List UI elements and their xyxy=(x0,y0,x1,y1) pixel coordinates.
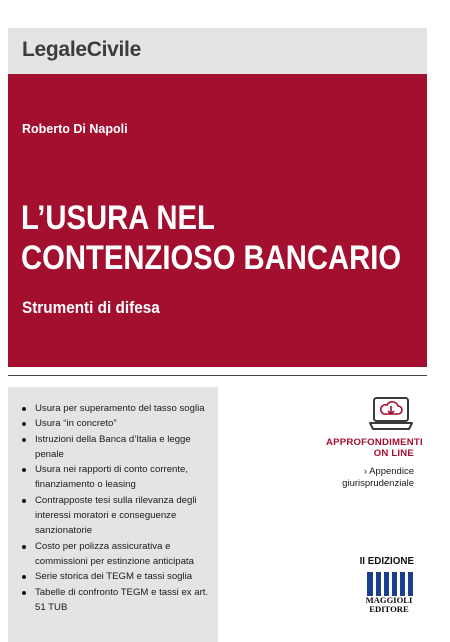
topic-item: Usura per superamento del tasso soglia xyxy=(20,401,212,416)
topics-list xyxy=(8,387,218,615)
topic-item: Istruzioni della Banca d’Italia e legge penale xyxy=(20,432,212,463)
online-resources-title xyxy=(326,437,423,459)
topic-item: Costo per polizza assicurativa e commissioni per estinzione anticipata xyxy=(20,539,212,570)
online-sub-line-2: giurisprudenziale xyxy=(342,478,414,489)
topic-item: Serie storica dei TEGM e tassi soglia xyxy=(20,569,212,584)
online-resources-subtitle xyxy=(300,466,414,490)
series-name: LegaleCivile xyxy=(22,38,141,61)
online-sub-line-1: › Appendice xyxy=(363,466,414,477)
topic-item: Usura nei rapporti di conto corrente, finanziamento o leasing xyxy=(20,462,212,493)
book-title-line-1: L’USURA NEL xyxy=(21,199,215,237)
book-subtitle: Strumenti di difesa xyxy=(22,298,160,317)
divider-rule xyxy=(8,375,427,376)
publisher-line-2: EDITORE xyxy=(369,604,409,614)
publisher-line-1: MAGGIOLI xyxy=(365,595,413,605)
series-band xyxy=(8,28,427,74)
book-title-line-2: CONTENZIOSO BANCARIO xyxy=(21,239,402,277)
topics-box xyxy=(8,387,218,642)
author-name: Roberto Di Napoli xyxy=(22,122,128,136)
edition-label: II EDIZIONE xyxy=(359,556,414,567)
topic-item: Contrapposte tesi sulla rilevanza degli interessi moratori e conseguenze sanzionatorie xyxy=(20,493,212,539)
book-title xyxy=(21,198,402,278)
title-panel xyxy=(8,74,427,367)
publisher-name xyxy=(362,596,416,614)
laptop-cloud-download-icon xyxy=(368,396,414,432)
online-title-line-1: APPROFONDIMENTI xyxy=(326,437,423,448)
online-title-line-2: ON LINE xyxy=(373,448,414,459)
topic-item: Tabelle di confronto TEGM e tassi ex art. 51 TUB xyxy=(20,585,212,616)
topic-item: Usura “in concreto” xyxy=(20,416,212,431)
